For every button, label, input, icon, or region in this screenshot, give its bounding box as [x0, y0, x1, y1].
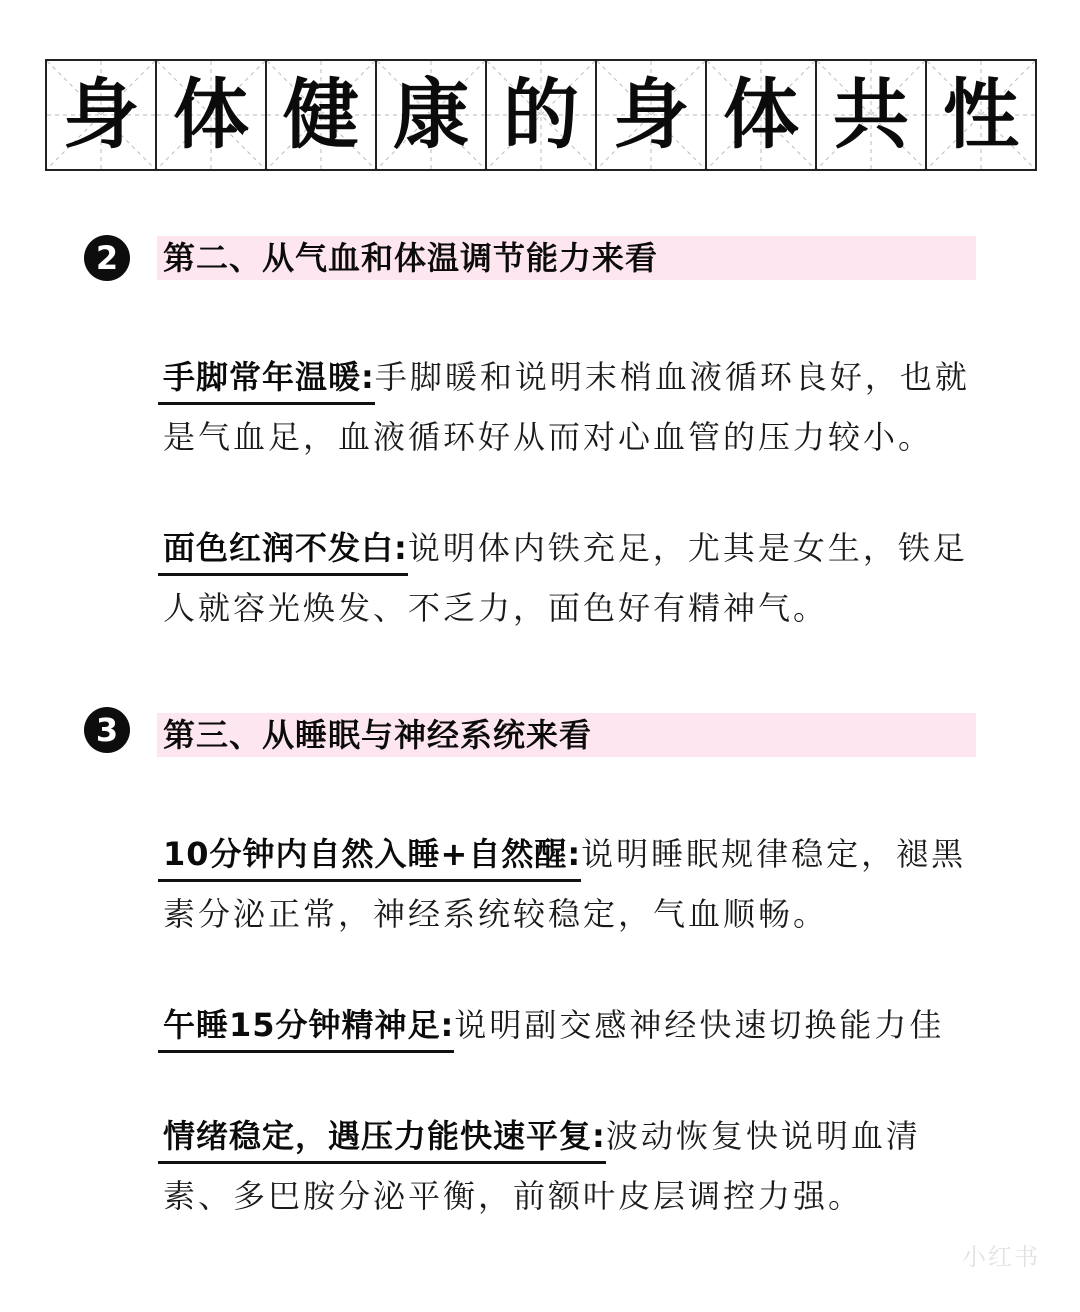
section-number-badge: 2	[84, 235, 130, 281]
title-char-box	[47, 61, 155, 169]
title-char: 体	[173, 70, 249, 159]
section-heading: 第二、从气血和体温调节能力来看	[163, 239, 659, 277]
list-item	[163, 1106, 978, 1226]
item-description: 说明体内铁充足，尤其是女生，铁足人就容光焕发、不乏力，面色好有精神气。	[163, 529, 968, 627]
title-char-box	[815, 61, 925, 169]
list-item	[163, 347, 978, 467]
item-description: 说明副交感神经快速切换能力佳	[454, 1006, 945, 1044]
item-description: 手脚暖和说明末梢血液循环良好，也就是气血足，血液循环好从而对心血管的压力较小。	[163, 358, 970, 456]
item-key: 10分钟内自然入睡+自然醒:	[158, 835, 581, 882]
section-heading: 第三、从睡眠与神经系统来看	[163, 716, 593, 754]
title-char: 健	[283, 70, 359, 159]
title-char: 康	[393, 70, 469, 159]
item-description: 说明睡眠规律稳定，褪黑素分泌正常，神经系统较稳定，气血顺畅。	[163, 835, 967, 933]
item-key: 午睡15分钟精神足:	[158, 1006, 454, 1053]
title-char: 身	[63, 70, 139, 159]
title-char-box	[705, 61, 815, 169]
title-char-box	[485, 61, 595, 169]
item-key: 情绪稳定，遇压力能快速平复:	[158, 1117, 606, 1164]
title-char: 的	[503, 70, 579, 159]
title-char: 身	[613, 70, 689, 159]
item-key: 手脚常年温暖:	[158, 358, 375, 405]
title-char: 体	[723, 70, 799, 159]
watermark: 小红书	[962, 1243, 1040, 1271]
list-item	[163, 518, 978, 638]
title-char-box	[265, 61, 375, 169]
title-char: 共	[833, 70, 909, 159]
title-char-box	[155, 61, 265, 169]
title-char-box	[375, 61, 485, 169]
title-char-box	[595, 61, 705, 169]
list-item	[163, 824, 978, 944]
item-description: 波动恢复快说明血清素、多巴胺分泌平衡，前额叶皮层调控力强。	[163, 1117, 921, 1215]
list-item	[163, 995, 978, 1055]
item-key: 面色红润不发白:	[158, 529, 408, 576]
section-number-badge: 3	[84, 707, 130, 753]
page-title	[45, 59, 1037, 171]
title-char-box	[925, 61, 1035, 169]
title-char: 性	[943, 70, 1019, 159]
